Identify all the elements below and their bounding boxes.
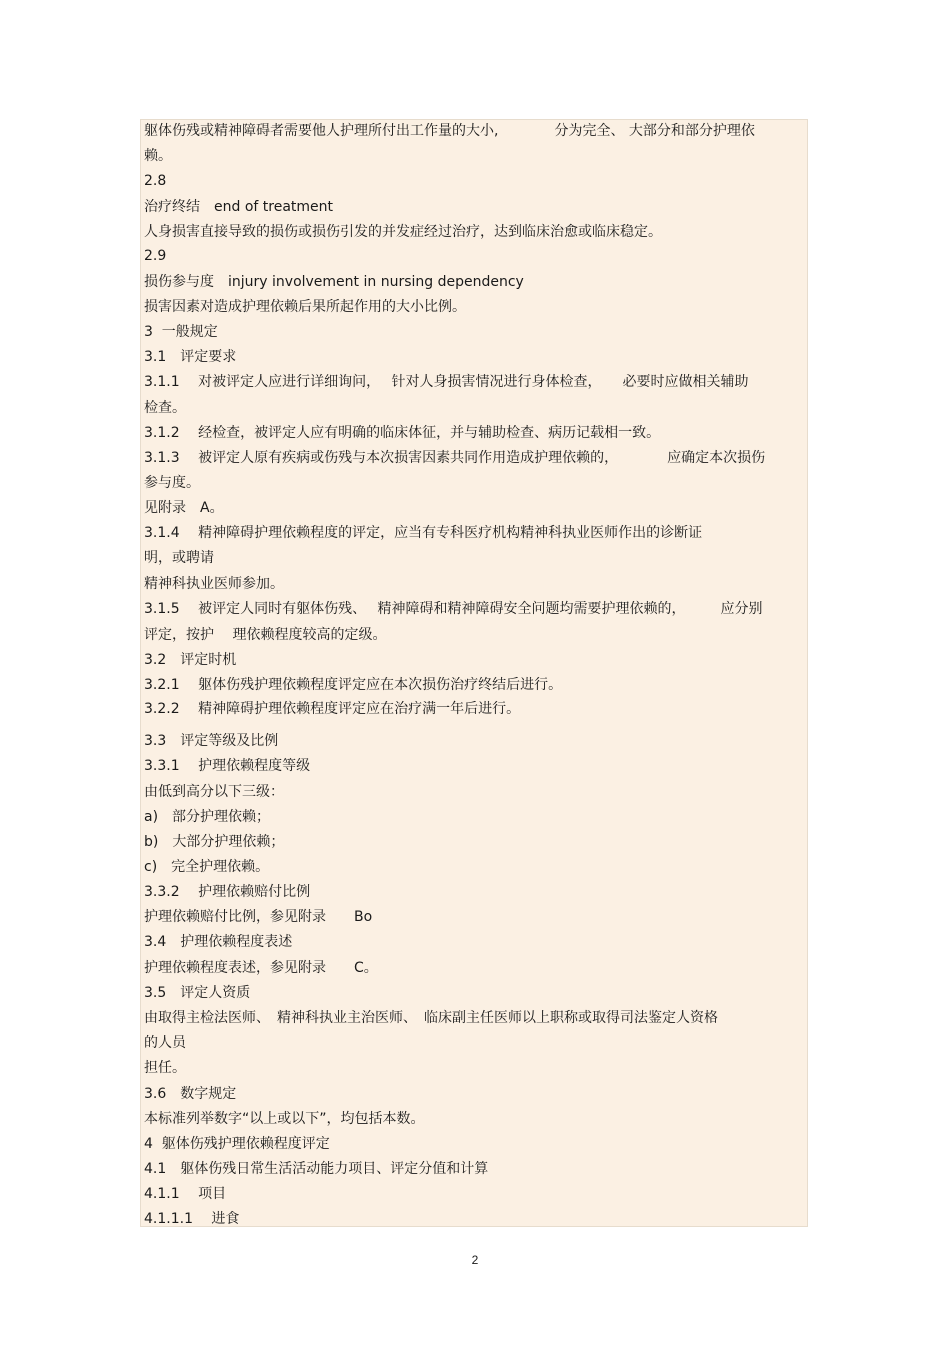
clause-line: 4.1.1.1 进食 [144, 1211, 240, 1227]
clause-line: 3.2.1 躯体伤残护理依赖程度评定应在本次损伤治疗终结后进行。 [144, 677, 563, 693]
text-line: 评定，按护 理依赖程度较高的定级。 [144, 627, 387, 643]
clause-line: 3.1.5 被评定人同时有躯体伤残、 精神障碍和精神障碍安全问题均需要护理依赖的， 应分别 [144, 601, 763, 617]
text-line: 人身损害直接导致的损伤或损伤引发的并发症经过治疗，达到临床治愈或临床稳定。 [144, 224, 662, 240]
text-line: 精神科执业医师参加。 [144, 576, 284, 592]
clause-line: 3.3.1 护理依赖程度等级 [144, 758, 311, 774]
text-line: 损害因素对造成护理依赖后果所起作用的大小比例。 [144, 299, 466, 315]
chapter-heading: 4 躯体伤残护理依赖程度评定 [144, 1136, 330, 1152]
text-line: 明，或聘请 [144, 550, 214, 566]
text-line: 的人员 [144, 1035, 186, 1051]
list-item: b) 大部分护理依赖； [144, 834, 285, 850]
clause-line: 4.1.1 项目 [144, 1186, 227, 1202]
text-line: 由取得主检法医师、 精神科执业主治医师、 临床副主任医师以上职称或取得司法鉴定人资格 [144, 1010, 718, 1026]
text-line: 担任。 [144, 1060, 186, 1076]
section-number: 2.9 [144, 248, 167, 264]
text-line: 护理依赖程度表述，参见附录 C。 [144, 960, 378, 976]
text-line: 检查。 [144, 400, 186, 416]
text-line: 参与度。 [144, 475, 200, 491]
chapter-heading: 3 一般规定 [144, 324, 218, 340]
section-number: 2.8 [144, 173, 167, 189]
text-line: 由低到高分以下三级： [144, 784, 284, 800]
text-line: 本标准列举数字“以上或以下”，均包括本数。 [144, 1111, 425, 1127]
section-heading: 3.5 评定人资质 [144, 985, 251, 1001]
section-heading: 4.1 躯体伤残日常生活活动能力项目、评定分值和计算 [144, 1161, 489, 1177]
section-heading: 3.6 数字规定 [144, 1086, 237, 1102]
term-heading: 治疗终结 end of treatment [144, 199, 333, 215]
clause-line: 3.1.2 经检查，被评定人应有明确的临床体征，并与辅助检查、病历记载相一致。 [144, 425, 661, 441]
section-heading: 3.1 评定要求 [144, 349, 237, 365]
text-line: 躯体伤残或精神障碍者需要他人护理所付出工作量的大小, 分为完全、 大部分和部分护理依 [144, 123, 755, 139]
text-line: 见附录 A。 [144, 500, 224, 516]
clause-line: 3.1.3 被评定人原有疾病或伤残与本次损害因素共同作用造成护理依赖的， 应确定本次损伤 [144, 450, 766, 466]
clause-line: 3.3.2 护理依赖赔付比例 [144, 884, 311, 900]
text-line: 赖。 [144, 148, 172, 164]
list-item: c) 完全护理依赖。 [144, 859, 270, 875]
list-item: a) 部分护理依赖； [144, 809, 271, 825]
page-number: 2 [471, 1253, 479, 1267]
clause-line: 3.1.4 精神障碍护理依赖程度的评定，应当有专科医疗机构精神科执业医师作出的诊断证 [144, 525, 703, 541]
clause-line: 3.1.1 对被评定人应进行详细询问， 针对人身损害情况进行身体检查， 必要时应做相关辅助 [144, 374, 749, 390]
clause-line: 3.2.2 精神障碍护理依赖程度评定应在治疗满一年后进行。 [144, 701, 521, 717]
section-heading: 3.2 评定时机 [144, 652, 237, 668]
section-heading: 3.4 护理依赖程度表述 [144, 934, 293, 950]
section-heading: 3.3 评定等级及比例 [144, 733, 279, 749]
text-line: 护理依赖赔付比例，参见附录 Bo [144, 909, 373, 925]
term-heading: 损伤参与度 injury involvement in nursing dependency [144, 274, 524, 290]
